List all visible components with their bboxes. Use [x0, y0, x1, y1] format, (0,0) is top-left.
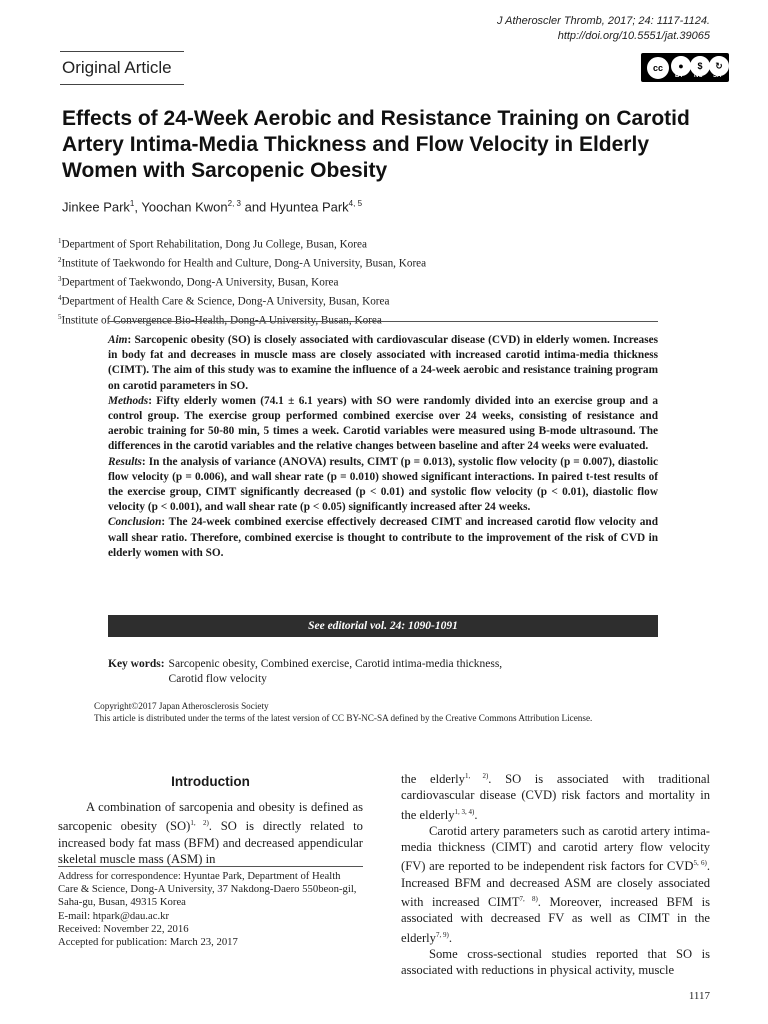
paragraph-text: the elderly [401, 772, 465, 787]
article-type-top-rule [60, 51, 184, 52]
paragraph-text: A combination of sarcopenia and obesity is defined as sarcopenic obesity (SO) [58, 800, 363, 834]
keywords-line: Carotid flow velocity [168, 673, 267, 685]
affiliation-item [58, 272, 426, 291]
article-type-label: Original Article [62, 58, 172, 77]
keywords-label: Key words: [108, 658, 165, 670]
article-type-bottom-rule [60, 84, 184, 85]
citation-ref: 5, 6) [693, 859, 707, 868]
page-number: 1117 [688, 990, 710, 1002]
affiliation-text: Institute of Convergence Bio-Health, Dong-A University, Busan, Korea [61, 314, 382, 327]
affiliation-number: 1 [58, 237, 62, 245]
conclusion-label: Conclusion [108, 516, 162, 529]
results-label: Results [108, 455, 142, 468]
copyright-line: Copyright©2017 Japan Atherosclerosis Society [94, 701, 269, 711]
license-line: This article is distributed under the terms of the latest version of CC BY-NC-SA defined by the Creative Commons Attribution License. [94, 713, 593, 723]
citation-ref: 7, 8) [519, 894, 538, 903]
methods-text: : Fifty elderly women (74.1 ± 6.1 years) with SO were randomly divided into an exercise group and a control group. The exercise group performed combined exercise over 24 weeks, consisting of resistance and aerobic training for 50-80 min, 5 times a week. Carotid variables were measured using B-mode ultrasound. The differences in the carotid variables and the relative changes between baseline and after 24 weeks were evaluated. [108, 394, 658, 453]
abstract-top-rule [108, 321, 658, 322]
article-title: Effects of 24-Week Aerobic and Resistance Training on Carotid Artery Intima-Media Thickness and Flow Velocity in Elderly Women with Sarcopenic Obesity [62, 107, 690, 182]
abstract-methods [108, 394, 658, 455]
author-affiliation-ref: 1 [129, 199, 135, 208]
journal-citation: J Atheroscler Thromb, 2017; 24: 1117-1124. [497, 15, 710, 27]
paragraph-text: . [448, 930, 452, 945]
cc-license-badge[interactable] [641, 53, 729, 82]
keywords-row [108, 657, 658, 687]
keywords [108, 657, 658, 687]
paragraph-text: . SO is associated with traditional cardiovascular disease (CVD) risk factors and mortality in the elderly [401, 772, 710, 822]
body-column-right [401, 768, 710, 978]
affiliation-text: Department of Health Care & Science, Dong-A University, Busan, Korea [61, 295, 390, 308]
accepted-date: Accepted for publication: March 23, 2017 [58, 936, 238, 949]
methods-label: Methods [108, 394, 149, 407]
introduction-paragraph-continued [401, 768, 710, 823]
paragraph-text: . Moreover, increased BFM is associated with decreased FV as well as CIMT in the elderly [401, 895, 710, 945]
creative-commons-icon: cc [645, 55, 671, 81]
author-name: Yoochan Kwon [141, 199, 228, 215]
paragraph-text: . SO is directly related to increased body fat mass (BFM) and decreased appendicular skeletal muscle mass (ASM) in [58, 819, 363, 866]
affiliation-list [58, 234, 426, 329]
citation-ref: 1, 3, 4) [454, 807, 475, 816]
paragraph-text: Carotid artery parameters such as carotid artery intima-media thickness (CIMT) and carotid artery flow velocity (FV) are reported to be independent risk factors for CVD [401, 823, 710, 874]
author-list [62, 199, 362, 214]
results-text: : In the analysis of variance (ANOVA) results, CIMT (p = 0.013), systolic flow velocity (p = 0.007), diastolic flow velocity (p = 0.006), and wall shear rate (p = 0.010) showed significant interactions. In paired t-test results of the exercise group, CIMT significantly decreased (p < 0.01) and systolic flow velocity (p < 0.01), diastolic flow velocity (p < 0.001), and wall shear rate (p < 0.05) significantly increased after 24 weeks. [108, 455, 658, 514]
paragraph-text: . [474, 807, 478, 822]
editorial-link-bar[interactable]: See editorial vol. 24: 1090-1091 [108, 615, 658, 637]
affiliation-number: 4 [58, 293, 62, 302]
attribution-icon: ● [671, 56, 691, 76]
citation-ref: 1, 2) [464, 772, 489, 780]
author-affiliation-ref: 4, 5 [348, 199, 363, 208]
paragraph-text: . Increased BFM and decreased ASM are closely associated with increased CIMT [401, 859, 710, 910]
sharealike-icon: ↻ [709, 56, 729, 76]
keywords-line: Sarcopenic obesity, Combined exercise, Carotid intima-media thickness, [168, 658, 503, 670]
author-separator: and [240, 199, 270, 215]
affiliation-text: Department of Taekwondo, Dong-A University, Busan, Korea [61, 276, 339, 289]
introduction-paragraph: Some cross-sectional studies reported that SO is associated with reductions in physical activity, muscle [401, 946, 710, 978]
footnote-rule [58, 866, 363, 867]
affiliation-number: 5 [58, 312, 62, 321]
abstract-aim [108, 333, 658, 394]
journal-reference [497, 14, 710, 44]
introduction-heading: Introduction [171, 774, 250, 789]
affiliation-item [58, 291, 426, 310]
affiliation-text: Institute of Taekwondo for Health and Culture, Dong-A University, Busan, Korea [61, 257, 427, 270]
noncommercial-icon: $ [690, 56, 710, 76]
affiliation-item [58, 253, 426, 272]
keywords-values [169, 657, 503, 687]
abstract-results [108, 455, 658, 516]
citation-ref: 1, 2) [190, 819, 209, 828]
affiliation-number: 2 [58, 255, 62, 264]
author-name: Hyuntea Park [269, 199, 349, 215]
aim-text: : Sarcopenic obesity (SO) is closely associated with cardiovascular disease (CVD) in elderly women. Increases in body fat and decreases in muscle mass are closely associated with increased carotid intima-media thickness (CIMT). The aim of this study was to examine the influence of a 24-week aerobic and resistance training program on carotid parameters in SO. [108, 334, 658, 392]
author-separator: , [134, 199, 142, 215]
received-date: Received: November 22, 2016 [58, 922, 189, 935]
by-label: BY [675, 73, 684, 79]
citation-ref: 7, 9) [435, 930, 449, 939]
sa-label: SA [713, 73, 722, 79]
conclusion-text: : The 24-week combined exercise effectively decreased CIMT and increased carotid flow velocity and wall shear ratio. Therefore, combined exercise is thought to contribute to the improvement of the risk of CVD in elderly women with SO. [108, 516, 658, 559]
abstract-conclusion [108, 515, 658, 561]
affiliation-text: Department of Sport Rehabilitation, Dong Ju College, Busan, Korea [61, 238, 367, 251]
correspondence-footnote [58, 870, 363, 949]
doi-link[interactable]: http://doi.org/10.5551/jat.39065 [557, 30, 710, 42]
author-affiliation-ref: 2, 3 [227, 199, 241, 208]
introduction-paragraph [401, 823, 710, 946]
affiliation-number: 3 [58, 274, 62, 283]
introduction-paragraph [58, 799, 363, 867]
copyright-notice [94, 700, 592, 724]
body-column-left [58, 774, 363, 867]
abstract [108, 333, 658, 561]
affiliation-item [58, 234, 426, 253]
nc-label: NC [694, 73, 703, 79]
correspondence-email: E-mail: htpark@dau.ac.kr [58, 909, 170, 922]
correspondence-address: Address for correspondence: Hyuntae Park, Department of Health Care & Science, Dong-A University, 37 Nakdong-Daero 550beon-gil, Saha-gu, Busan, 49315 Korea [58, 870, 357, 909]
aim-label: Aim [108, 334, 128, 346]
author-name: Jinkee Park [62, 199, 130, 215]
affiliation-item [58, 310, 426, 329]
